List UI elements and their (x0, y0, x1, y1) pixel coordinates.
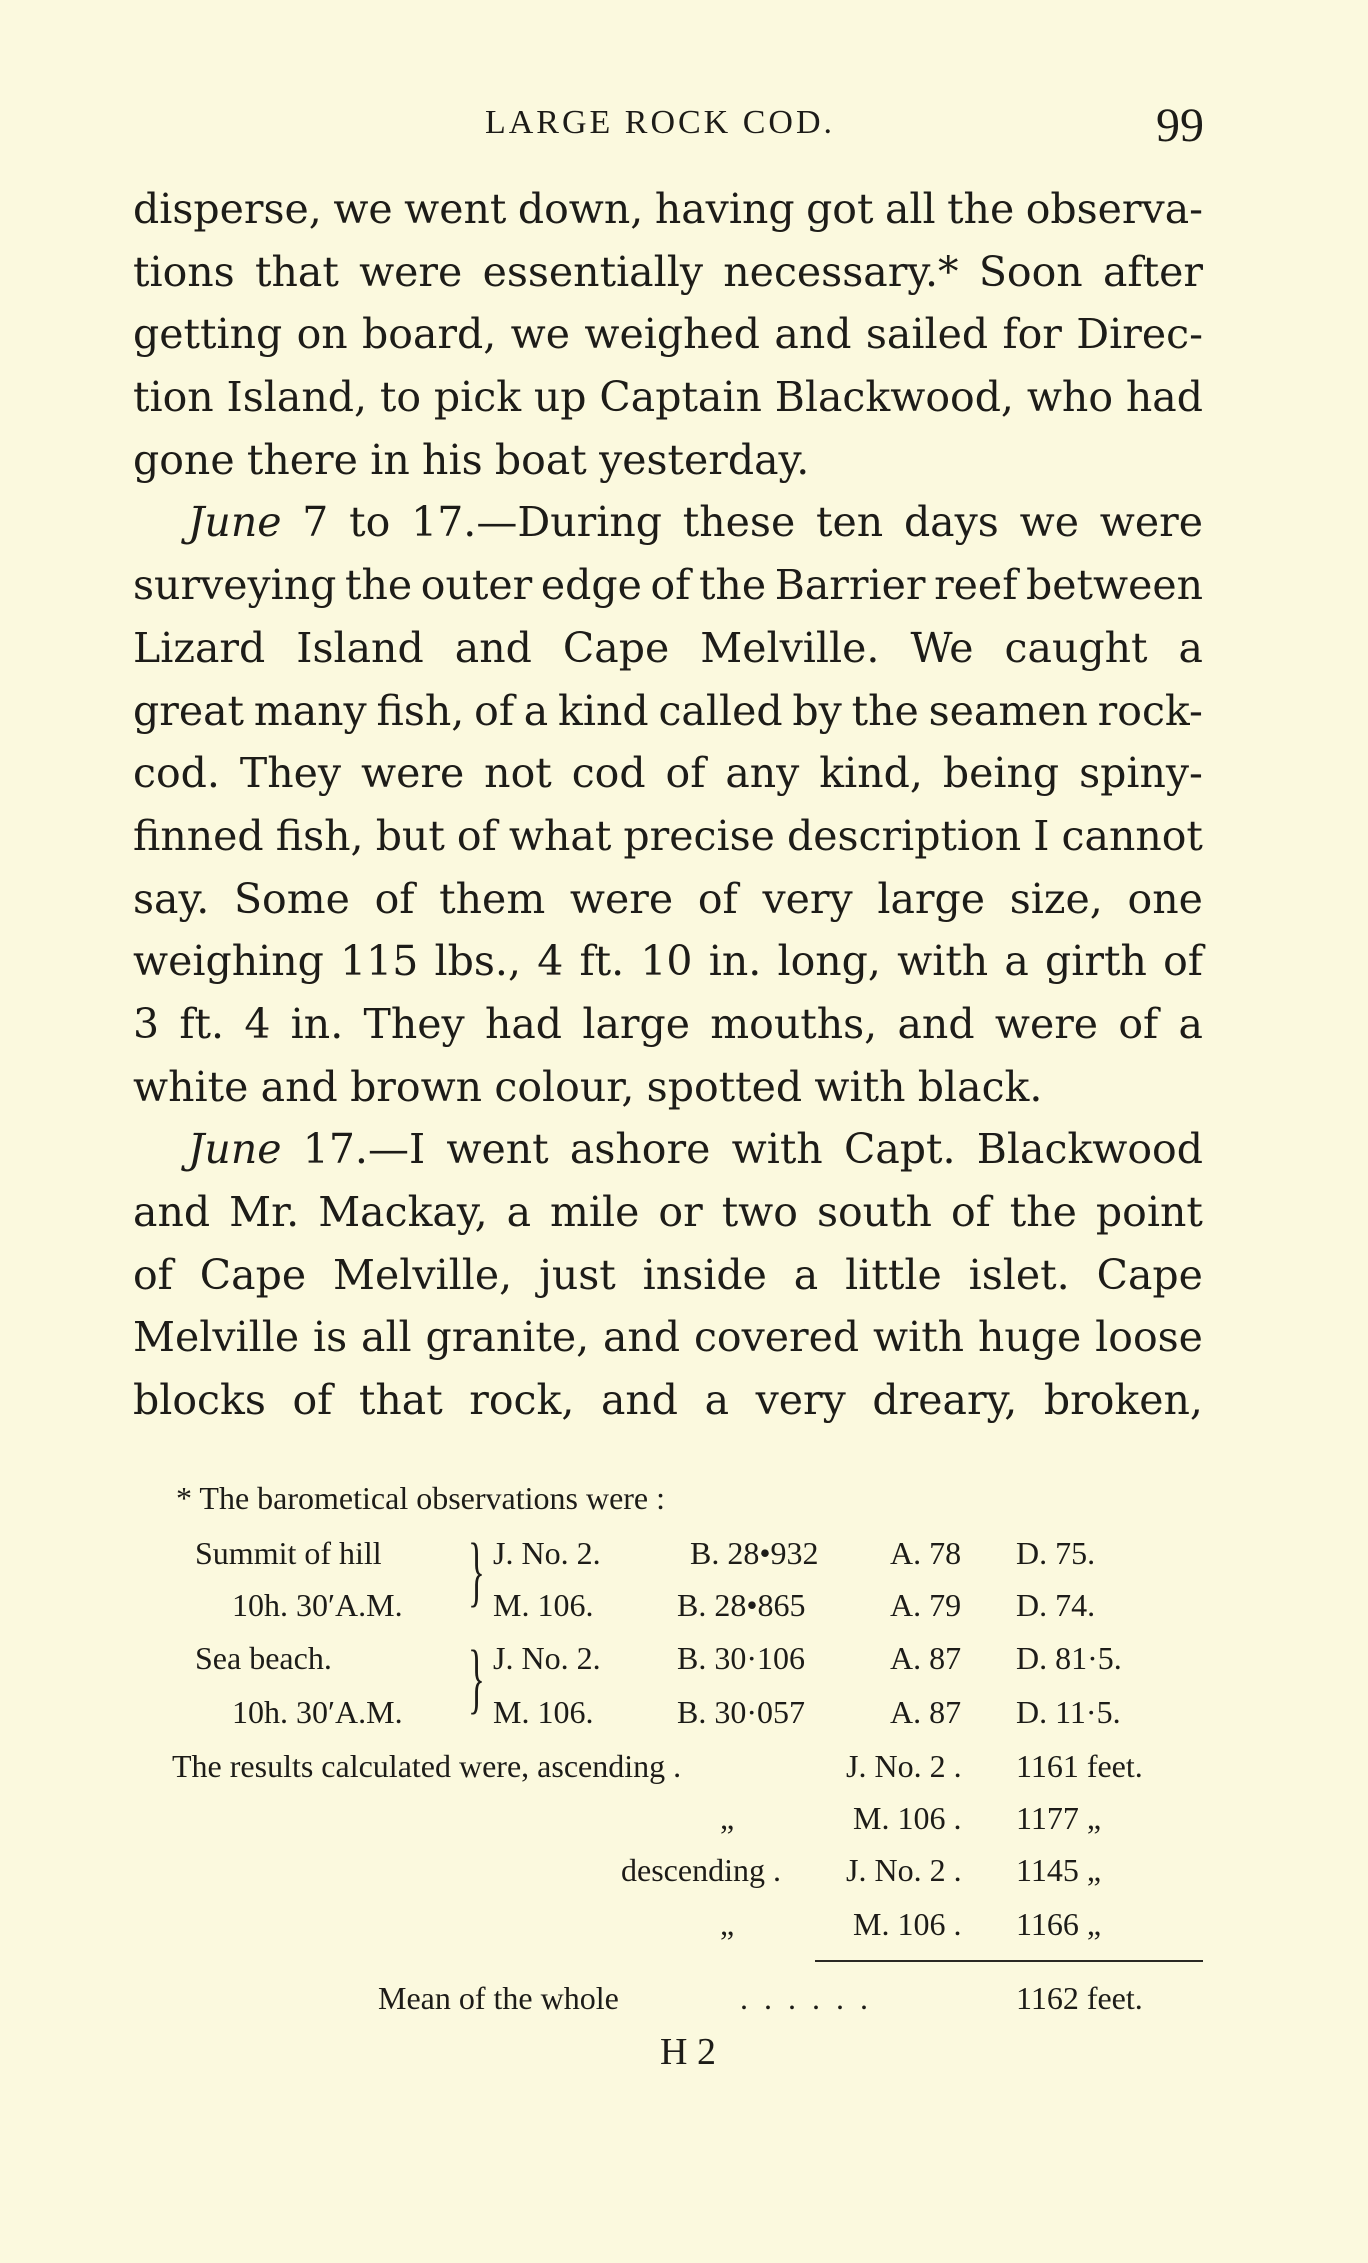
word: very (762, 874, 853, 923)
word: precise (623, 811, 775, 860)
word: tion (133, 373, 214, 422)
mean-label: Mean of the whole (378, 1980, 619, 2016)
fn-row4-a: A. 87 (890, 1694, 962, 1730)
text-line (133, 1369, 1203, 1432)
word: lbs., (434, 937, 521, 986)
text-line (133, 1306, 1203, 1369)
word: ten (816, 498, 884, 547)
word: is (312, 1313, 348, 1362)
word: Soon (978, 247, 1083, 296)
descending-label: descending . (621, 1852, 781, 1888)
word: up (533, 373, 587, 422)
word: covered (693, 1313, 860, 1362)
word: rock, (469, 1376, 575, 1425)
footnote-intro: * The barometical observations were : (176, 1480, 666, 1516)
word: there (246, 435, 358, 484)
word: the (1009, 1188, 1077, 1236)
word: were (361, 749, 465, 798)
word: kind (558, 686, 649, 735)
word: them (439, 874, 546, 923)
mean-leader-dots: . . . . . . (740, 1980, 872, 2016)
text-line (133, 554, 1203, 617)
word: They (239, 749, 342, 798)
word: after (1102, 247, 1203, 296)
word: by (792, 686, 842, 735)
word: but (375, 811, 445, 860)
word: long, (777, 937, 881, 986)
word: we (333, 185, 393, 233)
word: a (704, 1376, 730, 1425)
word: Melville (133, 1313, 300, 1362)
fn-row3-a: A. 87 (890, 1640, 962, 1676)
result-asc-m-value: 1177 „ (1016, 1800, 1102, 1836)
word: pick (433, 373, 522, 422)
word: tions (133, 247, 235, 296)
word: all (361, 1313, 412, 1362)
word: the (698, 561, 767, 610)
word: Capt. (843, 1125, 956, 1174)
word: broken, (1043, 1376, 1203, 1425)
word: in. (708, 937, 762, 986)
word: Cape (1096, 1250, 1203, 1299)
word: having (654, 185, 795, 233)
word: large (877, 874, 986, 923)
word: finned (133, 811, 264, 860)
brace-icon: } (468, 1634, 485, 1721)
word: the (345, 561, 413, 610)
word: that (255, 247, 339, 296)
word: ft. (579, 937, 625, 986)
word: of (1118, 999, 1159, 1048)
word: of (374, 874, 415, 923)
word: girth (1045, 937, 1147, 986)
word: June (188, 498, 282, 547)
word: these (682, 498, 796, 547)
word: I (1033, 811, 1050, 860)
word: board, (362, 310, 497, 359)
word: his (422, 435, 483, 484)
word: rock- (1097, 686, 1203, 735)
fn-row3-d: D. 81·5. (1016, 1640, 1122, 1676)
fn-row3-label: Sea beach. (195, 1640, 332, 1676)
word: 17.—I (302, 1125, 426, 1174)
word: weighed (584, 310, 761, 359)
word: of (1163, 937, 1203, 986)
ditto-mark: „ (720, 1800, 735, 1836)
word: of (950, 1188, 991, 1236)
word: Blackwood (976, 1125, 1203, 1174)
word: Island, (226, 373, 368, 422)
mean-value: 1162 feet. (1016, 1980, 1143, 2016)
word: 17.—During (411, 498, 662, 547)
word: of (133, 1250, 173, 1299)
word: with (873, 1313, 965, 1362)
word: ft. (179, 999, 225, 1048)
word: called (658, 686, 783, 735)
word: Barrier (774, 561, 926, 610)
word: were (359, 247, 463, 296)
word: 3 (133, 999, 160, 1048)
word: and (602, 1313, 681, 1362)
text-line (133, 178, 1203, 241)
fn-row4-b: B. 30·057 (677, 1694, 805, 1730)
word: just (539, 1250, 616, 1299)
word: Captain (599, 373, 762, 422)
word: all (884, 185, 936, 233)
word: weighing (133, 937, 324, 986)
word: and (260, 1062, 338, 1111)
text-line (133, 491, 1203, 554)
word: 4 (537, 937, 564, 986)
word: 7 (302, 498, 329, 547)
word: mile (550, 1188, 640, 1236)
word: of (697, 874, 738, 923)
word: for (1002, 310, 1062, 359)
word: went (404, 185, 507, 233)
word: a (1004, 937, 1029, 986)
text-line (133, 1181, 1203, 1244)
word: were (1099, 498, 1203, 547)
word: were (994, 999, 1099, 1048)
word: south (816, 1188, 932, 1236)
word: dreary, (872, 1376, 1018, 1425)
word: spotted (646, 1062, 803, 1111)
word: Cape (562, 623, 670, 672)
word: blocks (133, 1376, 266, 1425)
text-line (133, 241, 1203, 304)
word: on (296, 310, 348, 359)
text-line (133, 680, 1203, 743)
word: kind, (819, 749, 923, 798)
result-asc-j: J. No. 2 . (846, 1748, 962, 1784)
text-line (133, 805, 1203, 868)
word: disperse, (133, 185, 322, 233)
sum-rule (815, 1960, 1203, 1962)
word: June (188, 1125, 282, 1174)
text-line (133, 617, 1203, 680)
word: cod. (133, 749, 220, 798)
word: or (658, 1188, 703, 1236)
text-line (133, 366, 1203, 429)
text-line (133, 1056, 1203, 1119)
word: observa- (1025, 185, 1203, 233)
word: we (1019, 498, 1079, 547)
text-line (133, 1244, 1203, 1307)
text-line (133, 429, 1203, 492)
word: size, (1009, 874, 1103, 923)
fn-row1-a: A. 78 (890, 1535, 962, 1571)
word: Melville, (333, 1250, 513, 1299)
word: between (1025, 561, 1203, 610)
word: of (665, 749, 706, 798)
text-line (133, 742, 1203, 805)
word: and (454, 623, 532, 672)
word: and (897, 999, 975, 1048)
word: got (806, 185, 874, 233)
fn-row2-d: D. 74. (1016, 1587, 1096, 1623)
word: seamen (928, 686, 1088, 735)
word: any (725, 749, 800, 798)
word: great (133, 686, 245, 735)
word: granite, (425, 1313, 590, 1362)
fn-row1-instrument: J. No. 2. (493, 1535, 601, 1571)
word: went (446, 1125, 549, 1174)
word: of (456, 811, 497, 860)
fn-row2-label: 10h. 30′A.M. (232, 1587, 403, 1623)
body-text (133, 178, 1203, 1432)
word: cannot (1061, 811, 1203, 860)
word: cod (571, 749, 646, 798)
word: not (484, 749, 552, 798)
word: getting (133, 310, 283, 359)
word: to (379, 373, 422, 422)
word: with (814, 1062, 906, 1111)
word: gone (133, 435, 235, 484)
word: huge (977, 1313, 1082, 1362)
word: one (1127, 874, 1203, 923)
word: Island (296, 623, 424, 672)
word: Cape (199, 1250, 307, 1299)
fn-row4-instrument: M. 106. (493, 1694, 594, 1730)
word: surveying (133, 561, 337, 610)
word: reef (934, 561, 1018, 610)
word: brown (350, 1062, 483, 1111)
word: down, (517, 185, 644, 233)
fn-row4-label: 10h. 30′A.M. (232, 1694, 403, 1730)
word: inside (642, 1250, 767, 1299)
word: loose (1095, 1313, 1203, 1362)
word: edge (540, 561, 642, 610)
word: the (947, 185, 1015, 233)
word: had (1125, 373, 1203, 422)
word: spiny- (1079, 749, 1203, 798)
text-line (133, 868, 1203, 931)
word: Lizard (133, 623, 266, 672)
text-line (133, 303, 1203, 366)
fn-row3-instrument: J. No. 2. (493, 1640, 601, 1676)
result-asc-j-value: 1161 feet. (1016, 1748, 1143, 1784)
word: a (523, 686, 549, 735)
word: islet. (968, 1250, 1070, 1299)
word: say. (133, 874, 210, 923)
result-desc-m: M. 106 . (853, 1906, 962, 1942)
word: Some (233, 874, 350, 923)
word: in. (290, 999, 344, 1048)
fn-row2-a: A. 79 (890, 1587, 962, 1623)
fn-row1-d: D. 75. (1016, 1535, 1096, 1571)
word: necessary.* (723, 247, 959, 296)
word: fish, (275, 811, 364, 860)
word: point (1095, 1188, 1203, 1236)
word: 115 (340, 937, 419, 986)
word: of (292, 1376, 333, 1425)
word: Direc- (1076, 310, 1203, 359)
word: in (370, 435, 410, 484)
word: what (508, 811, 612, 860)
word: large (582, 999, 690, 1048)
word: a (1178, 623, 1203, 672)
ditto-mark: „ (720, 1906, 735, 1942)
word: Mr. (229, 1188, 300, 1236)
word: black. (917, 1062, 1043, 1111)
word: white (133, 1062, 249, 1111)
result-desc-j: J. No. 2 . (846, 1852, 962, 1888)
running-title: LARGE ROCK COD. (484, 104, 836, 141)
word: with (897, 937, 989, 986)
fn-row1-b: B. 28•932 (690, 1535, 819, 1571)
word: and (774, 310, 852, 359)
brace-icon: } (468, 1527, 485, 1614)
results-intro: The results calculated were, ascending . (172, 1748, 682, 1784)
word: Melville. (700, 623, 880, 672)
word: being (942, 749, 1060, 798)
fn-row3-b: B. 30·106 (677, 1640, 805, 1676)
result-desc-m-value: 1166 „ (1016, 1906, 1102, 1942)
text-line (133, 930, 1203, 993)
word: boat (494, 435, 587, 484)
word: Mackay, (318, 1188, 488, 1236)
word: of (650, 561, 691, 610)
word: had (484, 999, 563, 1048)
page-number: 99 (1156, 99, 1204, 152)
word: We (910, 623, 974, 672)
text-line (133, 993, 1203, 1056)
word: and (600, 1376, 679, 1425)
word: two (721, 1188, 798, 1236)
word: many (253, 686, 367, 735)
word: and (133, 1188, 211, 1236)
word: 4 (244, 999, 271, 1048)
word: description (786, 811, 1022, 860)
word: who (1026, 373, 1113, 422)
word: caught (1004, 623, 1148, 672)
fn-row2-b: B. 28•865 (677, 1587, 806, 1623)
result-desc-j-value: 1145 „ (1016, 1852, 1102, 1888)
word: Blackwood, (774, 373, 1014, 422)
word: that (358, 1376, 443, 1425)
word: with (731, 1125, 823, 1174)
word: to (349, 498, 391, 547)
word: a (793, 1250, 819, 1299)
word: little (845, 1250, 942, 1299)
word: a (1178, 999, 1203, 1048)
word: They (363, 999, 465, 1048)
word: were (569, 874, 674, 923)
fn-row4-d: D. 11·5. (1016, 1694, 1121, 1730)
word: yesterday. (599, 435, 810, 484)
word: days (903, 498, 999, 547)
word: the (851, 686, 919, 735)
word: we (510, 310, 571, 359)
word: ashore (569, 1125, 711, 1174)
signature-mark: H 2 (660, 2031, 716, 2073)
text-line (133, 1118, 1203, 1181)
word: outer (420, 561, 533, 610)
word: fish, (376, 686, 465, 735)
fn-row1-label: Summit of hill (195, 1535, 382, 1571)
word: sailed (865, 310, 989, 359)
word: of (474, 686, 514, 735)
word: 10 (640, 937, 693, 986)
word: essentially (482, 247, 704, 296)
fn-row2-instrument: M. 106. (493, 1587, 594, 1623)
word: mouths, (710, 999, 878, 1048)
word: a (506, 1188, 532, 1236)
word: colour, (494, 1062, 635, 1111)
word: very (755, 1376, 846, 1425)
result-asc-m: M. 106 . (853, 1800, 962, 1836)
